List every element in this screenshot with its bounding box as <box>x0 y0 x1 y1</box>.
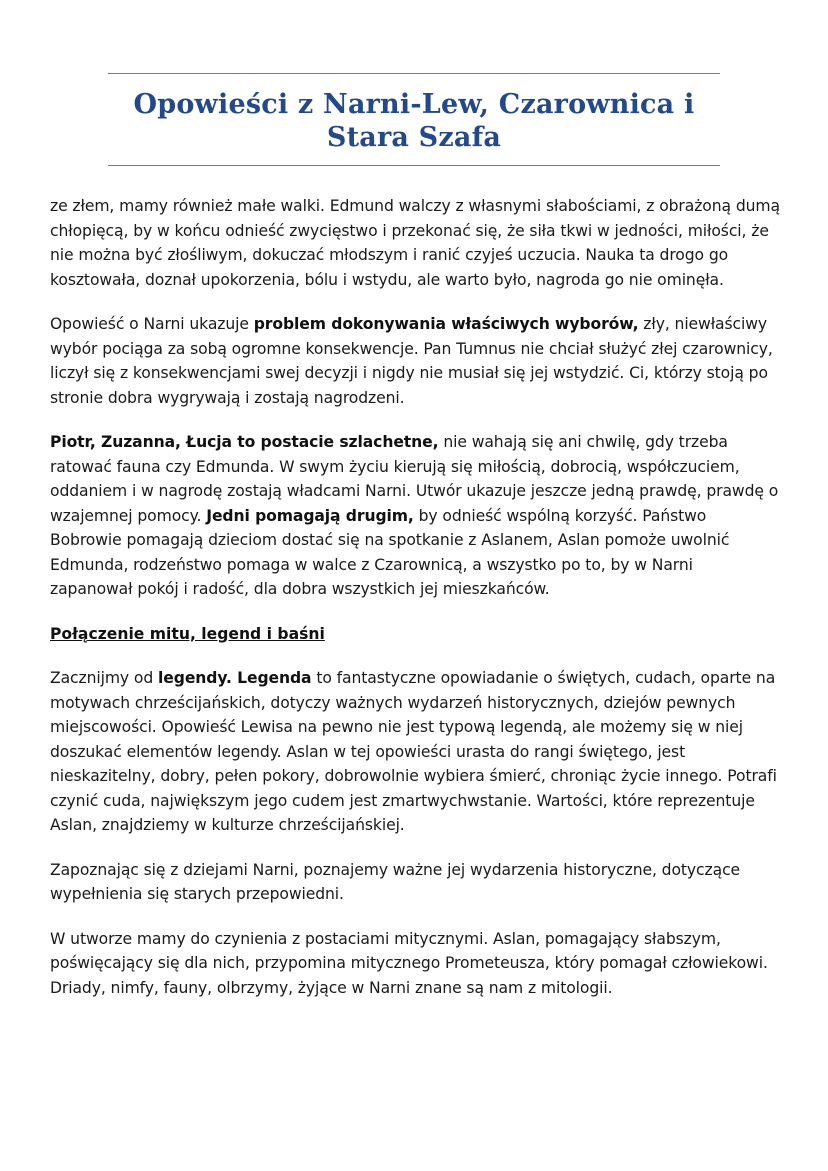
page-title: Opowieści z Narni-Lew, Czarownica i Stara Szafa <box>133 89 695 153</box>
document-body <box>50 194 780 1020</box>
paragraph-1-text: ze złem, mamy również małe walki. Edmund walczy z własnymi słabościami, z obrażoną dumą chłopięcą, by w końcu odnieść zwycięstwo i przekonać się, że siła tkwi w jedności, miłości, że nie można być złośliwym, dokuczać młodszym i ranić czyjeś uczucia. Nauka ta drogo go kosztowała, doznał upokorzenia, bólu i wstydu, ale warto było, nagroda go nie ominęła. <box>50 197 780 289</box>
paragraph-2-bold: problem dokonywania właściwych wyborów, <box>253 315 639 333</box>
paragraph-6 <box>50 927 780 1001</box>
paragraph-2-text-c: zły, niewłaściwy wybór pociąga za sobą ogromne konsekwencje. Pan Tumnus nie chciał służyć złej czarownicy, liczył się z konsekwencjami swej decyzji i nigdy nie musiał się jej wstydzić. Ci, którzy stoją po stronie dobra wygrywają i zostają nagrodzeni. <box>50 315 773 407</box>
paragraph-2-text-a: Opowieść o Narni ukazuje <box>50 315 254 333</box>
paragraph-6-text: W utworze mamy do czynienia z postaciami mitycznymi. Aslan, pomagający słabszym, poświęcający się dla nich, przypomina mitycznego Prometeusza, który pomagał człowiekowi. Driady, nimfy, fauny, olbrzymy, żyjące w Narni znane są nam z mitologii. <box>50 929 768 997</box>
paragraph-4-text-a: Zacznijmy od <box>50 669 159 687</box>
paragraph-3-text-d: by odnieść wspólną korzyść. Państwo Bobrowie pomagają dzieciom dostać się na spotkanie z Aslanem, Aslan pomoże uwolnić Edmunda, rodzeństwo pomaga w walce z Czarownicą, a wszystko po to, by w Narni zapanował pokój i radość, dla dobra wszystkich jej mieszkańców. <box>50 506 730 598</box>
title-bottom-rule <box>108 165 720 166</box>
paragraph-5-text: Zapoznając się z dziejami Narni, poznajemy ważne jej wydarzenia historyczne, dotyczące wypełnienia się starych przepowiedni. <box>50 860 741 903</box>
paragraph-4 <box>50 666 780 838</box>
paragraph-3-text-b: nie wahają się ani chwilę, gdy trzeba ratować fauna czy Edmunda. W swym życiu kierują się miłością, dobrocią, współczuciem, oddaniem i w nagrodę zostają władcami Narni. Utwór ukazuje jeszcze jedną prawdę, prawdę o wzajemnej pomocy. <box>50 433 779 525</box>
section-heading: Połączenie mitu, legend i baśni <box>50 624 325 643</box>
title-top-rule <box>108 73 720 74</box>
paragraph-3-bold-a: Piotr, Zuzanna, Łucja to postacie szlachetne, <box>50 433 439 451</box>
paragraph-4-bold: legendy. Legenda <box>158 669 312 687</box>
paragraph-2 <box>50 312 780 410</box>
paragraph-5 <box>50 858 780 907</box>
paragraph-1 <box>50 194 780 292</box>
paragraph-3 <box>50 430 780 602</box>
paragraph-3-bold-c: Jedni pomagają drugim, <box>206 506 414 525</box>
paragraph-4-text-c: to fantastyczne opowiadanie o świętych, cudach, oparte na motywach chrześcijańskich, dotyczy ważnych wydarzeń historycznych, dziejów pewnych miejscowości. Opowieść Lewisa na pewno nie jest typową legendą, ale możemy się w niej doszukać elementów legendy. Aslan w tej opowieści urasta do rangi świętego, jest nieskazitelny, dobry, pełen pokory, dobrowolnie wybiera śmierć, chroniąc życie innego. Potrafi czynić cuda, największym jego cudem jest zmartwychwstanie. Wartości, które reprezentuje Aslan, znajdziemy w kulturze chrześcijańskiej. <box>50 669 777 834</box>
